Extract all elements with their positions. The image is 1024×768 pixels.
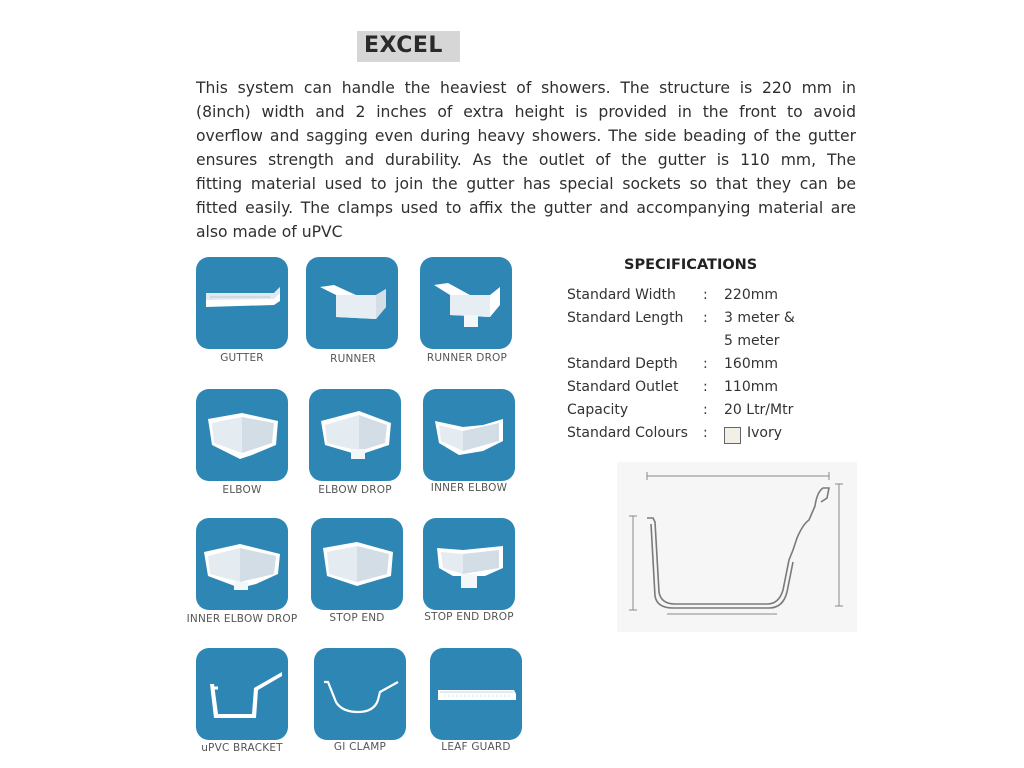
component-caption: STOP END: [329, 612, 385, 624]
spec-label: Standard Depth: [567, 356, 678, 372]
inner-elbow-drop-icon: [196, 518, 288, 610]
component-caption: LEAF GUARD: [441, 741, 511, 753]
gutter-tile: [196, 257, 288, 349]
stop-end-drop-tile: [423, 518, 515, 610]
spec-value: 3 meter &: [724, 310, 795, 326]
spec-separator: :: [703, 287, 708, 303]
description-line: (8inch) width and 2 inches of extra height is provided in the front to avoid: [196, 103, 856, 121]
stop-end-drop-icon: [423, 518, 515, 610]
component-caption: RUNNER DROP: [426, 352, 508, 364]
spec-value: 5 meter: [724, 333, 780, 349]
component-caption: INNER ELBOW DROP: [186, 613, 298, 625]
runner-icon: [306, 257, 398, 349]
spec-separator: :: [703, 379, 708, 395]
description-line: also made of uPVC: [196, 223, 343, 241]
runner-drop-icon: [420, 257, 512, 349]
spec-value: 110mm: [724, 379, 778, 395]
gutter-profile-drawing: [617, 462, 857, 632]
spec-separator: :: [703, 402, 708, 418]
description-line: ensures strength and durability. As the outlet of the gutter is 110 mm, The: [196, 151, 856, 169]
leaf-guard-icon: [430, 648, 522, 740]
elbow-drop-icon: [309, 389, 401, 481]
runner-drop-tile: [420, 257, 512, 349]
stop-end-icon: [311, 518, 403, 610]
spec-value: Ivory: [747, 425, 783, 441]
description-line: fitted easily. The clamps used to affix the gutter and accompanying material are: [196, 199, 856, 217]
gi-clamp-tile: [314, 648, 406, 740]
gutter-profile-diagram: [617, 462, 857, 632]
elbow-drop-tile: [309, 389, 401, 481]
upvc-bracket-icon: [196, 648, 288, 740]
inner-elbow-icon: [423, 389, 515, 481]
spec-label: Capacity: [567, 402, 629, 418]
ivory-colour-swatch: [724, 427, 741, 444]
gi-clamp-icon: [314, 648, 406, 740]
spec-separator: :: [703, 310, 708, 326]
description-line: fitting material used to join the gutter has special sockets so that they can be: [196, 175, 856, 193]
spec-separator: :: [703, 356, 708, 372]
product-description: [196, 76, 856, 244]
description-line: This system can handle the heaviest of showers. The structure is 220 mm in: [196, 79, 856, 97]
component-caption: GI CLAMP: [333, 741, 387, 753]
component-caption: uPVC BRACKET: [201, 742, 283, 754]
spec-value: 160mm: [724, 356, 778, 372]
spec-label: Standard Outlet: [567, 379, 679, 395]
inner-elbow-drop-tile: [196, 518, 288, 610]
component-caption: ELBOW DROP: [318, 484, 392, 496]
spec-label: Standard Colours: [567, 425, 688, 441]
stop-end-tile: [311, 518, 403, 610]
component-caption: ELBOW: [222, 484, 262, 496]
description-line: overflow and sagging even during heavy showers. The side beading of the gutter: [196, 127, 856, 145]
elbow-icon: [196, 389, 288, 481]
component-caption: STOP END DROP: [424, 611, 514, 623]
spec-separator: :: [703, 425, 708, 441]
spec-value: 220mm: [724, 287, 778, 303]
component-caption: GUTTER: [220, 352, 264, 364]
specifications-heading: SPECIFICATIONS: [624, 257, 758, 273]
upvc-bracket-tile: [196, 648, 288, 740]
leaf-guard-tile: [430, 648, 522, 740]
spec-value: 20 Ltr/Mtr: [724, 402, 794, 418]
elbow-tile: [196, 389, 288, 481]
spec-label: Standard Width: [567, 287, 676, 303]
page-title: EXCEL: [364, 33, 443, 58]
spec-label: Standard Length: [567, 310, 684, 326]
inner-elbow-tile: [423, 389, 515, 481]
component-caption: INNER ELBOW: [430, 482, 508, 494]
gutter-icon: [196, 257, 288, 349]
component-caption: RUNNER: [330, 353, 376, 365]
runner-tile: [306, 257, 398, 349]
